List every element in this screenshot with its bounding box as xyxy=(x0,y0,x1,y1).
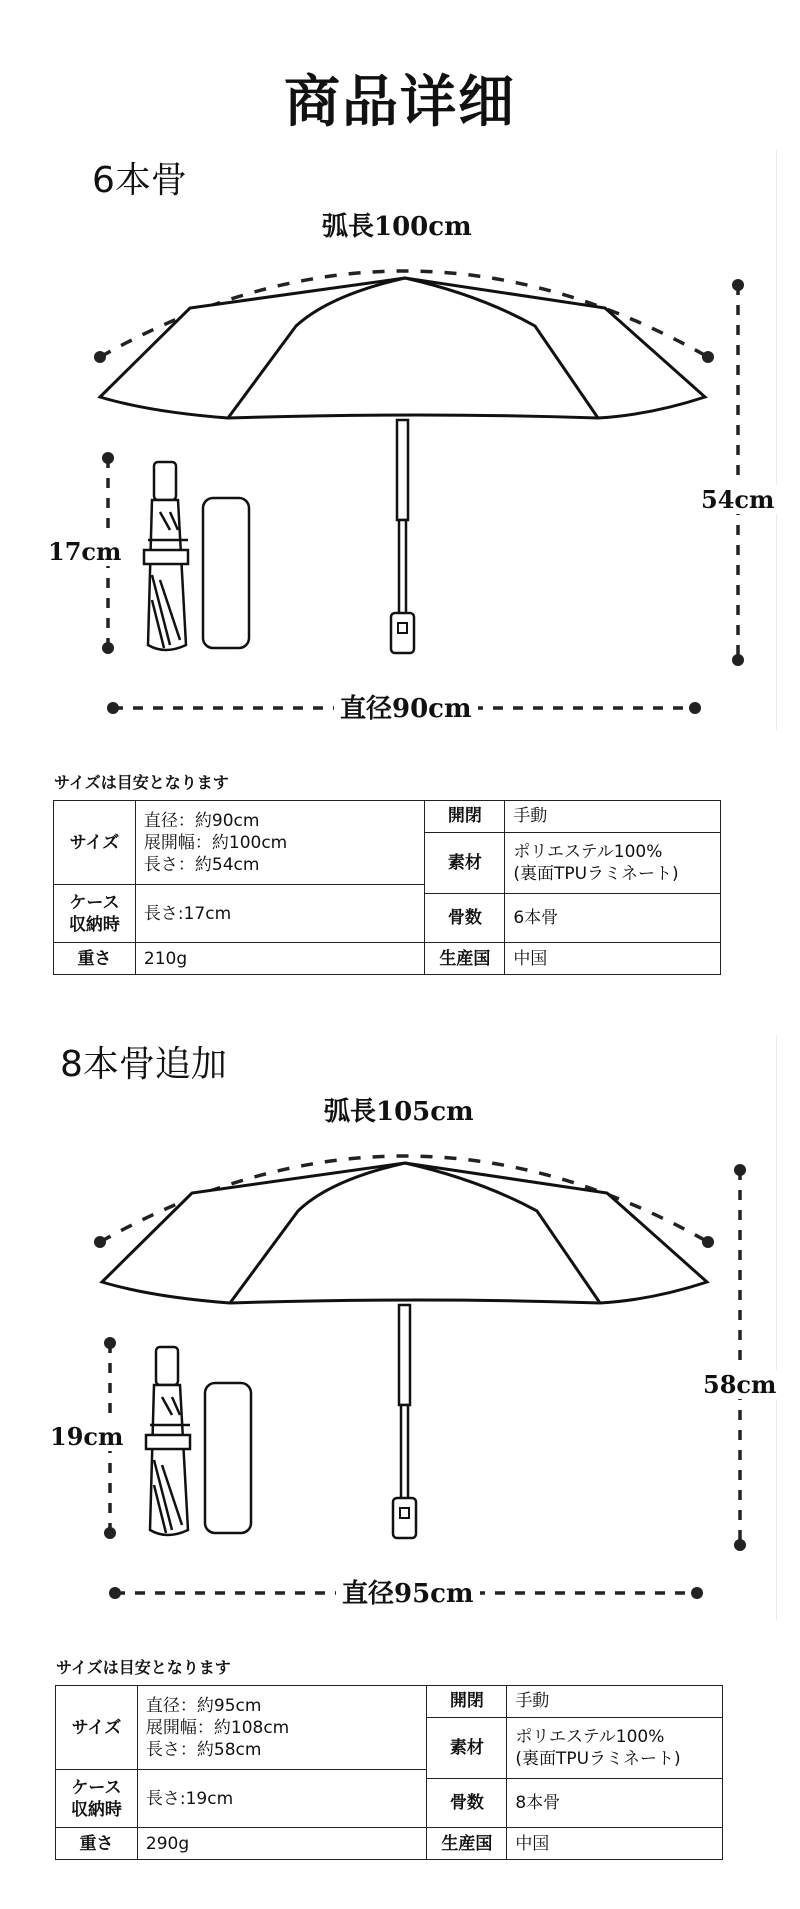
size-header: サイズ xyxy=(56,1686,138,1770)
size-value: 直径：約95cm 展開幅：約108cm 長さ：約58cm xyxy=(137,1686,427,1770)
case-length-label: 19cm xyxy=(44,1422,129,1451)
material-header: 素材 xyxy=(427,1717,507,1778)
material-header: 素材 xyxy=(425,832,505,893)
umbrella-handle-loop xyxy=(398,623,407,633)
spec-table-6-ribs xyxy=(53,800,721,975)
umbrella-case xyxy=(203,498,249,648)
umbrella-handle-loop xyxy=(400,1508,409,1518)
spec-table-8-ribs xyxy=(55,1685,723,1860)
size-value: 直径：約90cm 展開幅：約100cm 長さ：約54cm xyxy=(135,801,425,885)
page-title: 商品详细 xyxy=(284,69,516,135)
umbrella-diagram-6-ribs xyxy=(0,200,800,730)
section-heading-8-ribs: 8本骨追加 xyxy=(60,1044,227,1085)
height-label: 58cm xyxy=(697,1370,782,1399)
size-header: サイズ xyxy=(54,801,136,885)
case-header: ケース 収納時 xyxy=(54,885,136,943)
ribs-header: 骨数 xyxy=(427,1779,507,1828)
diameter-label: 直径90cm xyxy=(334,688,478,725)
open-close-header: 開閉 xyxy=(427,1686,507,1718)
size-note: サイズは目安となります xyxy=(56,1658,231,1677)
arc-end-left xyxy=(94,1236,106,1248)
section-heading-6-ribs: 6本骨 xyxy=(92,160,187,201)
umbrella-shaft-lower xyxy=(401,1405,408,1500)
folded-umbrella-strap xyxy=(146,1435,190,1449)
folded-umbrella-strap xyxy=(144,550,188,564)
open-close-value: 手動 xyxy=(505,801,721,833)
umbrella-diagram-8-ribs xyxy=(0,1085,800,1615)
folded-umbrella-handle xyxy=(154,462,176,500)
weight-header: 重さ xyxy=(56,1828,138,1860)
ribs-value: 6本骨 xyxy=(505,894,721,943)
case-value: 長さ:19cm xyxy=(137,1770,427,1828)
umbrella-canopy xyxy=(100,278,705,418)
arc-end-right xyxy=(702,351,714,363)
material-value: ポリエステル100% (裏面TPUラミネート) xyxy=(507,1717,723,1778)
origin-header: 生産国 xyxy=(425,943,505,975)
umbrella-shaft-upper xyxy=(397,420,408,520)
height-label: 54cm xyxy=(695,485,780,514)
umbrella-canopy xyxy=(102,1163,707,1303)
weight-header: 重さ xyxy=(54,943,136,975)
case-value: 長さ:17cm xyxy=(135,885,425,943)
umbrella-shaft-upper xyxy=(399,1305,410,1405)
folded-umbrella-handle xyxy=(156,1347,178,1385)
arc-end-right xyxy=(702,1236,714,1248)
open-close-header: 開閉 xyxy=(425,801,505,833)
origin-header: 生産国 xyxy=(427,1828,507,1860)
ribs-header: 骨数 xyxy=(425,894,505,943)
arc-length-label: 弧長100cm xyxy=(316,206,478,243)
material-value: ポリエステル100% (裏面TPUラミネート) xyxy=(505,832,721,893)
umbrella-shaft-lower xyxy=(399,520,406,615)
origin-value: 中国 xyxy=(507,1828,723,1860)
arc-length-label: 弧長105cm xyxy=(318,1091,480,1128)
case-header: ケース 収納時 xyxy=(56,1770,138,1828)
case-length-label: 17cm xyxy=(42,537,127,566)
arc-end-left xyxy=(94,351,106,363)
open-close-value: 手動 xyxy=(507,1686,723,1718)
umbrella-case xyxy=(205,1383,251,1533)
diameter-label: 直径95cm xyxy=(336,1573,480,1610)
origin-value: 中国 xyxy=(505,943,721,975)
weight-value: 290g xyxy=(137,1828,427,1860)
size-note: サイズは目安となります xyxy=(54,773,229,792)
weight-value: 210g xyxy=(135,943,425,975)
ribs-value: 8本骨 xyxy=(507,1779,723,1828)
